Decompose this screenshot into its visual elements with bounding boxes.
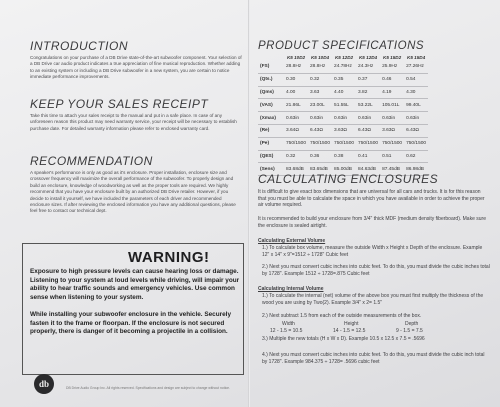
spec-cell: 51.55L <box>332 99 356 112</box>
spec-cell: 24.3Hz <box>356 61 380 73</box>
spec-cell: 83.65dB <box>308 163 332 176</box>
receipt-heading: KEEP YOUR SALES RECEIPT <box>30 97 209 111</box>
spec-cell: 0.63in <box>308 112 332 125</box>
spec-label: (Re) <box>258 124 284 137</box>
spec-label: (Qts.) <box>258 73 284 86</box>
spec-label: (Pe) <box>258 137 284 150</box>
dim-height-label: Height <box>344 321 359 327</box>
spec-cell: 4.30 <box>404 86 428 99</box>
receipt-text: Take this time to attach your sales receipt to the manual and put in a safe place. In case of any unforeseen reason this product may need warranty service, your receipt will be necessary to establish purchase date. For detailed warranty information please refer to enclosed warranty card. <box>30 113 237 131</box>
spec-cell: 0.32 <box>308 73 332 86</box>
spec-cell: 750/1500 <box>356 137 380 150</box>
spec-cell: 750/1500 <box>284 137 308 150</box>
spec-cell: 0.63in <box>380 112 404 125</box>
spec-label: (Sens) <box>258 163 284 176</box>
spec-cell: 0.38 <box>332 150 356 163</box>
col-header: K5 12D4 <box>358 54 378 60</box>
spec-cell: 0.36 <box>308 150 332 163</box>
spec-cell: 4.40 <box>332 86 356 99</box>
spec-cell: 86.98dB <box>404 163 428 176</box>
warning-hearing-text: Exposure to high pressure levels can cause hearing loss or damage. Listening to your system at loud levels while driving, will impair your ability to hear traffic sounds and emergency vehicles. Use common sense when listening to your system. <box>30 268 240 301</box>
spec-cell: 0.54 <box>404 73 428 86</box>
spec-label: (VAS) <box>258 99 284 112</box>
specs-table <box>258 53 428 176</box>
recommendation-text: A speaker's performance is only as good as it's enclosure. Proper installation, enclosure size and crossover frequency will maximize the overall performance of the subwoofer. To properly design and build an enclosure, knowledge of woodworking as well as the proper tools are required. We highly recommend that you have your enclosure built by an authorized DB Drive retailer. However, if you decide to install it yourself, we have included the parameters of each driver and recommended enclosure sizes. If after reviewing the enclosed information you have any additional questions, please feel free to contact our technical dept. <box>30 170 236 214</box>
external-step-1: 1.) To calculate box volume, measure the outside Width x Height x Depth of the enclosure. Example 12" x 14" x 9"=1512 ÷ 1728" Cubic feet <box>262 245 483 258</box>
internal-step-4: 4.) Next you must convert cubic inches into cubic feet. To do this, you must divide the cubic inch total by 1728". Example 984.375 ÷ 1728= .5696 cubic feet <box>262 352 485 365</box>
mdf-note: It is recommended to build your enclosure from 3/4" thick MDF (medium density fiberboard). Make sure the enclosure is sealed airtight. <box>258 216 486 229</box>
warning-install-text: While installing your subwoofer enclosure in the vehicle. Securely fasten it to the frame or floorpan. If the enclosure is not secured properly, there is danger of it becoming a projectile in a collision. <box>30 311 231 336</box>
spec-cell: 28.8Hz <box>284 61 308 73</box>
table-row <box>258 61 428 73</box>
internal-step-2: 2.) Next subtract 1.5 from each of the outside measurements of the box. <box>262 313 422 319</box>
table-row <box>258 86 428 99</box>
spec-cell: 4.19 <box>380 86 404 99</box>
internal-step-1: 1.) To calculate the internal (net) volume of the above box you must first multiply the thickness of the wood you are using by Two(2). Example 3/4" x 2= 1.5" <box>262 293 484 306</box>
spec-cell: 3.82 <box>356 86 380 99</box>
spec-cell: 87.45dB <box>380 163 404 176</box>
external-step-2: 2.) Next you must convert cubic inches into cubic feet. To do this, you must divide the cubic inches total by 1728". Example 1512 ÷ 1728=.875 Cubic feet <box>262 264 490 277</box>
table-row <box>258 112 428 125</box>
spec-cell: 750/1500 <box>404 137 428 150</box>
warning-title: WARNING! <box>128 249 210 266</box>
spec-cell: 750/1500 <box>308 137 332 150</box>
spec-cell: 84.63dB <box>356 163 380 176</box>
spec-cell: 25.9Hz <box>380 61 404 73</box>
col-header: K5 10D4 <box>310 54 330 60</box>
spec-cell: 0.32 <box>284 150 308 163</box>
spec-label: (FS) <box>258 61 284 73</box>
spec-cell: 3.63 <box>308 86 332 99</box>
spec-cell: 0.63in <box>284 112 308 125</box>
spec-cell: 4.00 <box>284 86 308 99</box>
dim-depth-value: 9 - 1.5 = 7.5 <box>396 328 423 334</box>
dim-width-label: Width <box>282 321 295 327</box>
spec-cell: 3.64Ω <box>284 124 308 137</box>
spec-cell: 0.46 <box>380 73 404 86</box>
spec-cell: 6.43Ω <box>404 124 428 137</box>
dim-width-value: 12 - 1.5 = 10.5 <box>270 328 303 334</box>
spec-cell: 53.22L <box>356 99 380 112</box>
spec-cell: 0.51 <box>380 150 404 163</box>
spec-cell: 105.01L <box>380 99 404 112</box>
spec-cell: 0.30 <box>284 73 308 86</box>
spec-cell: 6.43Ω <box>356 124 380 137</box>
spec-label: (QES) <box>258 150 284 163</box>
spec-cell: 0.63in <box>404 112 428 125</box>
table-row <box>258 124 428 137</box>
spec-cell: 3.63Ω <box>380 124 404 137</box>
introduction-heading: INTRODUCTION <box>30 39 128 53</box>
col-header: K5 15D4 <box>407 54 426 60</box>
spec-cell: 0.63in <box>332 112 356 125</box>
internal-volume-heading: Calculating Internal Volume <box>258 286 324 292</box>
spec-cell: 28.8Hz <box>308 61 332 73</box>
dim-depth-label: Depth <box>405 321 419 327</box>
spec-cell: 24.78Hz <box>332 61 356 73</box>
specs-heading: PRODUCT SPECIFICATIONS <box>258 40 425 52</box>
table-row <box>258 99 428 112</box>
fine-print: DB Drive Audio Group Inc. All rights reserved. Specifications and design are subject to change without notice. <box>66 386 230 390</box>
dim-height-value: 14 - 1.5 = 12.5 <box>333 328 366 334</box>
spec-cell: 6.43Ω <box>308 124 332 137</box>
col-header: K5 10D2 <box>286 54 306 60</box>
table-row <box>258 73 428 86</box>
external-volume-heading: Calculating External Volume <box>258 238 326 244</box>
specs-header-row <box>258 53 428 61</box>
specs-corner <box>258 53 284 61</box>
spec-cell: 27.26Hz <box>404 61 428 73</box>
enclosures-heading: CALCULATING ENCLOSURES <box>258 172 439 186</box>
enclosures-intro: It is difficult to give exact box dimensions that are universal for all cars and trucks. It is for this reason that you must be able to calculate the space in which you have available in order to achieve the proper air volume required. <box>258 189 485 209</box>
spec-label: (Xmax) <box>258 112 284 125</box>
spec-cell: 23.00L <box>308 99 332 112</box>
spec-cell: 0.37 <box>356 73 380 86</box>
db-logo: db <box>34 374 54 394</box>
recommendation-heading: RECOMMENDATION <box>30 154 153 168</box>
spec-cell: 3.63Ω <box>332 124 356 137</box>
table-row <box>258 150 428 163</box>
internal-step-3: 3.) Multiple the new totals (H x W x D). Example 10.5 x 12.5 x 7.5 = .5696 <box>262 336 425 342</box>
spec-cell: 0.35 <box>332 73 356 86</box>
spec-cell: 85.00dB <box>332 163 356 176</box>
spec-cell: 750/1500 <box>380 137 404 150</box>
spec-cell: 750/1500 <box>332 137 356 150</box>
spec-cell: 99.40L <box>404 99 428 112</box>
spec-cell: 0.62 <box>404 150 428 163</box>
spec-cell: 21.86L <box>284 99 308 112</box>
col-header: K5 12D2 <box>334 54 354 60</box>
spec-label: (Qms) <box>258 86 284 99</box>
introduction-text: Congratulations on your purchase of a DB Drive state-of-the-art subwoofer component. Your selection of a DB Drive car audio product indicates a true appreciation of fine musical reproduction. Whether adding to an existing system or including a DB Drive subwoofer in a new system, you are certain to notice immediate performance improvements. <box>30 55 242 80</box>
spec-cell: 0.63in <box>356 112 380 125</box>
table-row <box>258 137 428 150</box>
spec-cell: 0.41 <box>356 150 380 163</box>
page-fold <box>248 0 250 407</box>
col-header: K5 15D2 <box>383 54 402 60</box>
spec-cell: 83.68dB <box>284 163 308 176</box>
